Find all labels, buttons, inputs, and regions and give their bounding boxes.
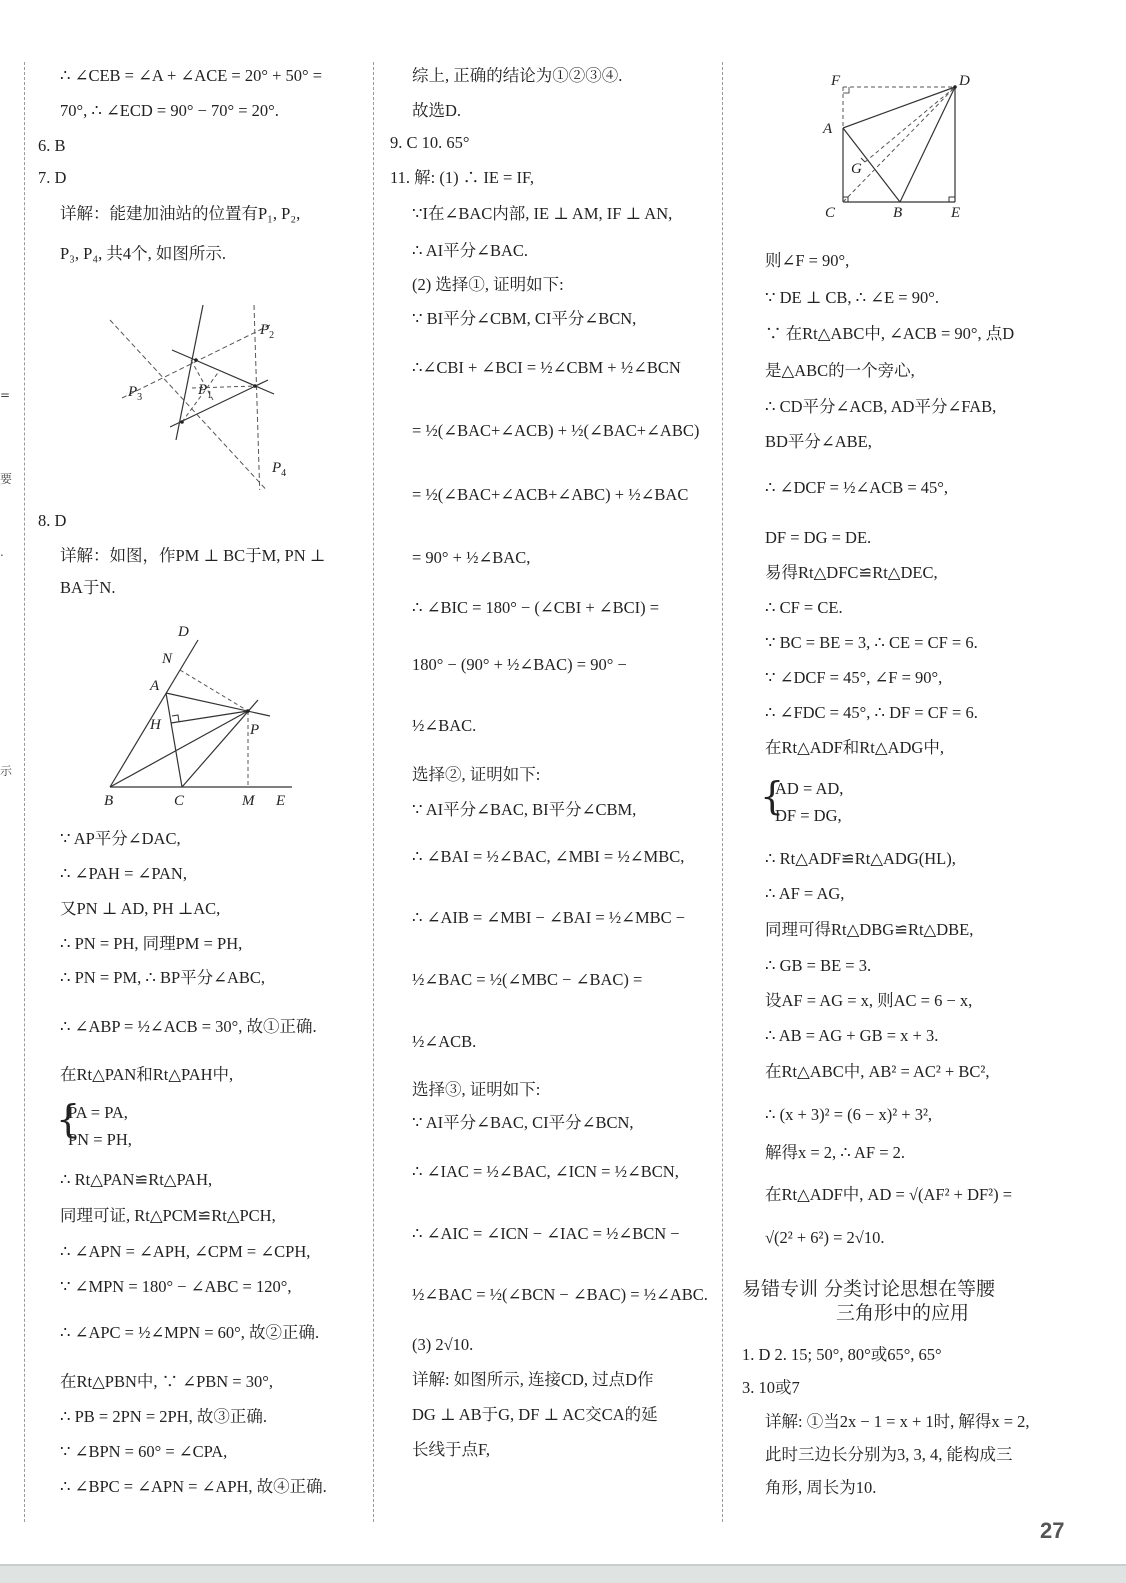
text-line: PN = PH, — [68, 1130, 132, 1149]
text-line: √(2² + 6²) = 2√10. — [765, 1228, 885, 1247]
text-line: 180° − (90° + ½∠BAC) = 90° − — [412, 655, 627, 674]
text-line: ∴ ∠CEB = ∠A + ∠ACE = 20° + 50° = — [60, 66, 323, 85]
text-line: 在Rt△PBN中, ∵ ∠PBN = 30°, — [60, 1372, 273, 1391]
text-line: ∴ PB = 2PN = 2PH, 故③正确. — [60, 1407, 267, 1426]
text-line: ∴ ∠BIC = 180° − (∠CBI + ∠BCI) = — [412, 598, 660, 617]
text-line: 选择②, 证明如下: — [412, 765, 541, 784]
margin-fragment: . — [0, 545, 4, 559]
text-line: ∵ BI平分∠CBM, CI平分∠BCN, — [412, 309, 637, 328]
figure-triangle-abc-point-p — [90, 620, 310, 805]
text-line: ∴ PN = PH, 同理PM = PH, — [60, 934, 243, 953]
text-line: ∵ BC = BE = 3, ∴ CE = CF = 6. — [765, 633, 978, 652]
column-divider — [24, 62, 25, 1522]
page-bottom-edge — [0, 1564, 1126, 1583]
text-line: ½∠BAC. — [412, 716, 477, 735]
text-line: ∴ AF = AG, — [765, 884, 845, 903]
svg-text:P: P — [250, 722, 260, 738]
svg-text:B: B — [104, 793, 114, 805]
svg-text:N: N — [162, 651, 173, 667]
answer-7: 7. D — [38, 168, 67, 187]
margin-fragment: = — [0, 388, 11, 402]
text-line: 角形, 周长为10. — [765, 1478, 877, 1497]
svg-text:H: H — [150, 717, 161, 733]
text-line: DF = DG, — [775, 806, 842, 825]
svg-text:D: D — [178, 624, 189, 640]
svg-text:A: A — [150, 678, 160, 694]
answer-11: 11. 解: (1) ∴ IE = IF, — [390, 168, 534, 187]
answer-9-10: 9. C 10. 65° — [390, 133, 470, 152]
svg-text:E: E — [951, 205, 961, 221]
answer-3: 3. 10或7 — [742, 1378, 800, 1397]
text-line: ∴ (x + 3)² = (6 − x)² + 3², — [765, 1105, 933, 1124]
answer-8: 8. D — [38, 511, 67, 530]
text-line: ½∠BAC = ½(∠BCN − ∠BAC) = ½∠ABC. — [412, 1285, 708, 1304]
text-line: 则∠F = 90°, — [765, 251, 850, 270]
text-line: ∴ AB = AG + GB = x + 3. — [765, 1026, 939, 1045]
text-line: 此时三边长分别为3, 3, 4, 能构成三 — [765, 1445, 1013, 1464]
text-line: (3) 2√10. — [412, 1335, 474, 1354]
text-line: ∴ ∠APN = ∠APH, ∠CPM = ∠CPH, — [60, 1242, 311, 1261]
text-line: ∴ ∠APC = ½∠MPN = 60°, 故②正确. — [60, 1323, 320, 1342]
text-line: 在Rt△ADF中, AD = √(AF² + DF²) = — [765, 1185, 1013, 1204]
svg-text:G: G — [851, 161, 862, 177]
text-line: DG ⊥ AB于G, DF ⊥ AC交CA的延 — [412, 1405, 658, 1424]
text-line: ∴ Rt△ADF≌Rt△ADG(HL), — [765, 849, 956, 868]
text-line: 解得x = 2, ∴ AF = 2. — [765, 1143, 906, 1162]
page-number: 27 — [1040, 1518, 1065, 1543]
text-line: ∴ GB = BE = 3. — [765, 956, 872, 975]
section-title-cont: 三角形中的应用 — [836, 1302, 970, 1324]
text-line: ∴ ∠FDC = 45°, ∴ DF = CF = 6. — [765, 703, 978, 722]
text-line: 70°, ∴ ∠ECD = 90° − 70° = 20°. — [60, 101, 279, 120]
text-line: ∴ ∠ABP = ½∠ACB = 30°, 故①正确. — [60, 1017, 317, 1036]
text-line: BA于N. — [60, 578, 116, 597]
text-line: 又PN ⊥ AD, PH ⊥AC, — [60, 899, 221, 918]
text-line: ∴ ∠AIB = ∠MBI − ∠BAI = ½∠MBC − — [412, 908, 686, 927]
svg-text:A: A — [823, 121, 833, 137]
text-line: 同理可证, Rt△PCM≌Rt△PCH, — [60, 1206, 276, 1225]
text-line: ∵ AI平分∠BAC, CI平分∠BCN, — [412, 1113, 634, 1132]
text-line: ∴ ∠PAH = ∠PAN, — [60, 864, 187, 883]
text-line: ½∠BAC = ½(∠MBC − ∠BAC) = — [412, 970, 643, 989]
text-line: ∴ CF = CE. — [765, 598, 843, 617]
text-line: = ½(∠BAC+∠ACB) + ½(∠BAC+∠ABC) — [412, 421, 700, 440]
text-line: ∴ CD平分∠ACB, AD平分∠FAB, — [765, 397, 997, 416]
svg-text:P3: $P_3$ — [128, 384, 143, 403]
figure-gas-station-positions — [100, 290, 300, 490]
svg-text:M: M — [242, 793, 255, 805]
text-line: DF = DG = DE. — [765, 528, 872, 547]
text-line: ∴ ∠DCF = ½∠ACB = 45°, — [765, 478, 949, 497]
text-line: ∵ ∠MPN = 180° − ∠ABC = 120°, — [60, 1277, 292, 1296]
column-divider — [722, 62, 723, 1522]
text-line: ∴∠CBI + ∠BCI = ½∠CBM + ½∠BCN — [412, 358, 681, 377]
text-line: AD = AD, — [775, 779, 844, 798]
text-line: ∵ ∠DCF = 45°, ∠F = 90°, — [765, 668, 943, 687]
text-line: ∵ AI平分∠BAC, BI平分∠CBM, — [412, 800, 637, 819]
text-line: ∴ Rt△PAN≌Rt△PAH, — [60, 1170, 213, 1189]
answer-1-2: 1. D 2. 15; 50°, 80°或65°, 65° — [742, 1345, 942, 1364]
text-line: ∴ ∠IAC = ½∠BAC, ∠ICN = ½∠BCN, — [412, 1162, 679, 1181]
column-divider — [373, 62, 374, 1522]
text-line: 综上, 正确的结论为①②③④. — [412, 66, 623, 85]
text-line: ∴ ∠AIC = ∠ICN − ∠IAC = ½∠BCN − — [412, 1224, 680, 1243]
text-line: 故选D. — [412, 101, 462, 120]
text-line: ∴ ∠BAI = ½∠BAC, ∠MBI = ½∠MBC, — [412, 847, 685, 866]
text-line: 详解：能建加油站的位置有P₁, P₂, — [60, 204, 301, 223]
text-line: 易得Rt△DFC≌Rt△DEC, — [765, 563, 938, 582]
text-line: 同理可得Rt△DBG≌Rt△DBE, — [765, 920, 974, 939]
text-line: = 90° + ½∠BAC, — [412, 548, 531, 567]
text-line: 详解: 如图所示, 连接CD, 过点D作 — [412, 1370, 654, 1389]
text-line: PA = PA, — [68, 1103, 128, 1122]
text-line: 是△ABC的一个旁心, — [765, 361, 915, 380]
margin-fragment: 要 — [0, 472, 13, 486]
text-line: ∵ ∠BPN = 60° = ∠CPA, — [60, 1442, 228, 1461]
svg-text:D: D — [959, 73, 970, 89]
text-line: ∵I在∠BAC内部, IE ⊥ AM, IF ⊥ AN, — [412, 204, 673, 223]
brace: { — [56, 1097, 81, 1141]
text-line: ½∠ACB. — [412, 1032, 477, 1051]
text-line: = ½(∠BAC+∠ACB+∠ABC) + ½∠BAC — [412, 485, 689, 504]
text-line: 在Rt△ADF和Rt△ADG中, — [765, 738, 944, 757]
text-line: 在Rt△ABC中, AB² = AC² + BC², — [765, 1062, 990, 1081]
text-line: ∵ AP平分∠DAC, — [60, 829, 181, 848]
text-line: (2) 选择①, 证明如下: — [412, 275, 564, 294]
text-line: P₃, P₄, 共4个, 如图所示. — [60, 244, 226, 263]
text-line: 详解：如图，作PM ⊥ BC于M, PN ⊥ — [60, 546, 326, 565]
text-line: 长线于点F, — [412, 1440, 490, 1459]
figure-excenter-square — [815, 65, 985, 225]
text-line: ∵ DE ⊥ CB, ∴ ∠E = 90°. — [765, 288, 939, 307]
text-line: 详解: ①当2x − 1 = x + 1时, 解得x = 2, — [765, 1412, 1030, 1431]
svg-text:E: E — [276, 793, 286, 805]
text-line: 设AF = AG = x, 则AC = 6 − x, — [765, 991, 973, 1010]
text-line: ∴ PN = PM, ∴ BP平分∠ABC, — [60, 968, 266, 987]
text-line: 在Rt△PAN和Rt△PAH中, — [60, 1065, 234, 1084]
text-line: BD平分∠ABE, — [765, 432, 872, 451]
svg-text:C: C — [825, 205, 836, 221]
svg-text:B: B — [893, 205, 903, 221]
answer-6: 6. B — [38, 136, 66, 155]
svg-text:C: C — [174, 793, 185, 805]
svg-text:F: F — [831, 73, 841, 89]
brace: { — [760, 774, 785, 818]
svg-text:P1: $P_1$ — [198, 382, 213, 401]
svg-text:P2: $P_2$ — [260, 322, 275, 341]
svg-text:P4: $P_4$ — [272, 460, 287, 479]
margin-fragment: 示 — [0, 764, 13, 778]
text-line: ∵ 在Rt△ABC中, ∠ACB = 90°, 点D — [765, 324, 1015, 343]
text-line: ∴ AI平分∠BAC. — [412, 241, 528, 260]
text-line: ∴ ∠BPC = ∠APN = ∠APH, 故④正确. — [60, 1477, 327, 1496]
text-line: 选择③, 证明如下: — [412, 1080, 541, 1099]
section-title: 易错专训 分类讨论思想在等腰 — [742, 1278, 996, 1300]
